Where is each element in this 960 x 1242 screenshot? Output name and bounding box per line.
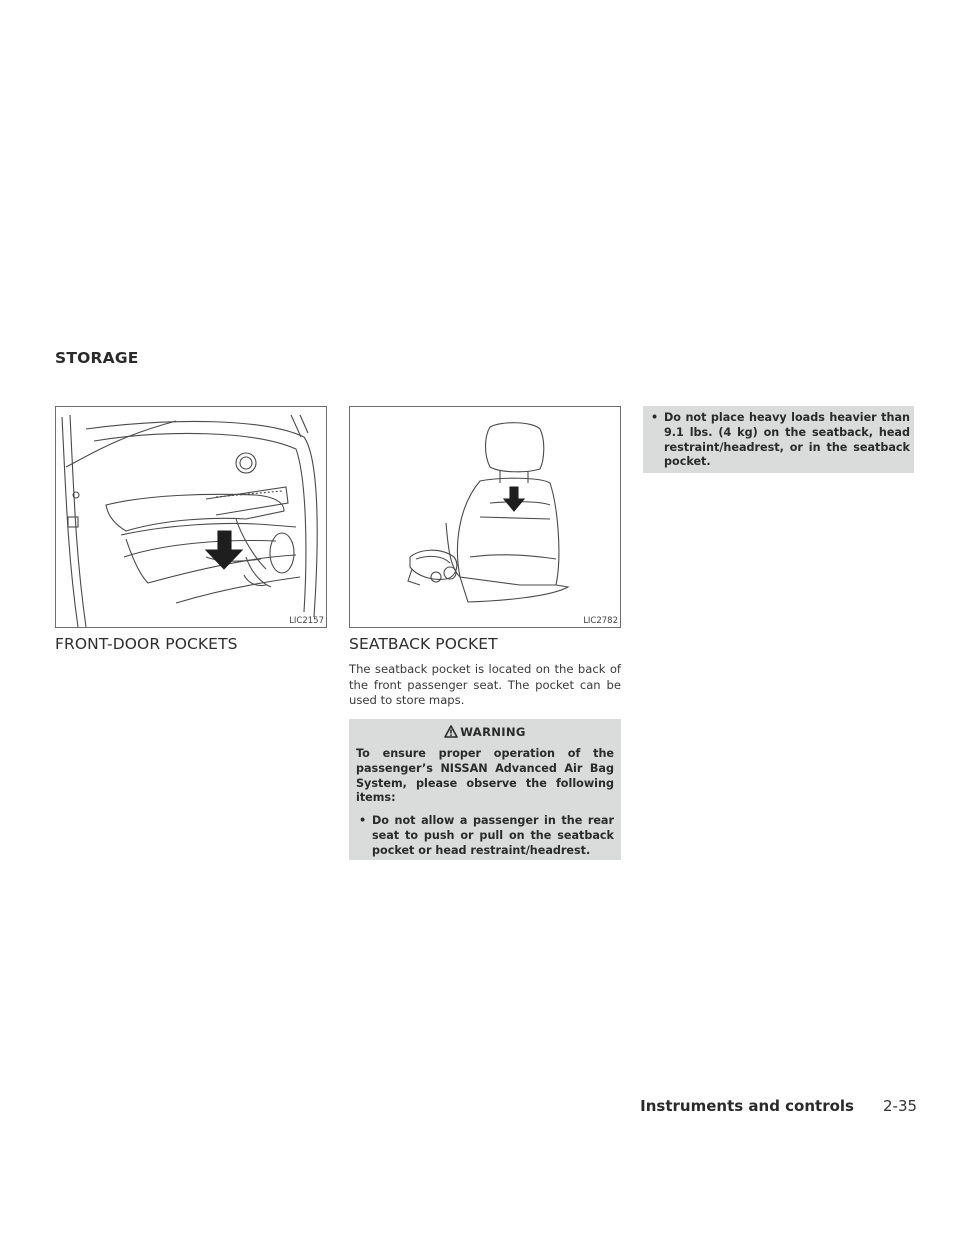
warning-item [648, 411, 910, 470]
seatback-heading: SEATBACK POCKET [349, 635, 498, 653]
front-door-heading: FRONT-DOOR POCKETS [55, 635, 238, 653]
figure-code: LIC2157 [289, 616, 324, 626]
bullet-marker: • [651, 411, 659, 424]
bullet-marker: • [359, 814, 367, 828]
warning-item-text: Do not place heavy loads heavier than 9.1 lbs. (4 kg) on the seatback, head restraint/headrest, or in the seatback pocket. [664, 411, 910, 469]
seatback-illustration [350, 407, 620, 627]
warning-intro: To ensure proper operation of the passenger’s NISSAN Advanced Air Bag System, please observe the following items: [356, 747, 614, 805]
warning-box-continued [643, 406, 914, 473]
section-title: STORAGE [55, 349, 139, 367]
warning-triangle-icon [444, 725, 458, 738]
seatback-figure [349, 406, 621, 628]
seatback-body: The seatback pocket is located on the back of the front passenger seat. The pocket can be used to store maps. [349, 662, 621, 707]
warning-heading [356, 719, 614, 739]
warning-label: WARNING [460, 725, 526, 739]
page-number: 2-35 [883, 1097, 918, 1115]
figure-code: LIC2782 [583, 616, 618, 626]
door-pocket-figure [55, 406, 327, 628]
warning-item-text: Do not allow a passenger in the rear seat to push or pull on the seatback pocket or head restraint/headrest. [372, 814, 614, 857]
footer-section-name: Instruments and controls [640, 1097, 854, 1115]
door-pocket-illustration [56, 407, 326, 627]
warning-box [349, 719, 621, 860]
warning-item [356, 814, 614, 858]
